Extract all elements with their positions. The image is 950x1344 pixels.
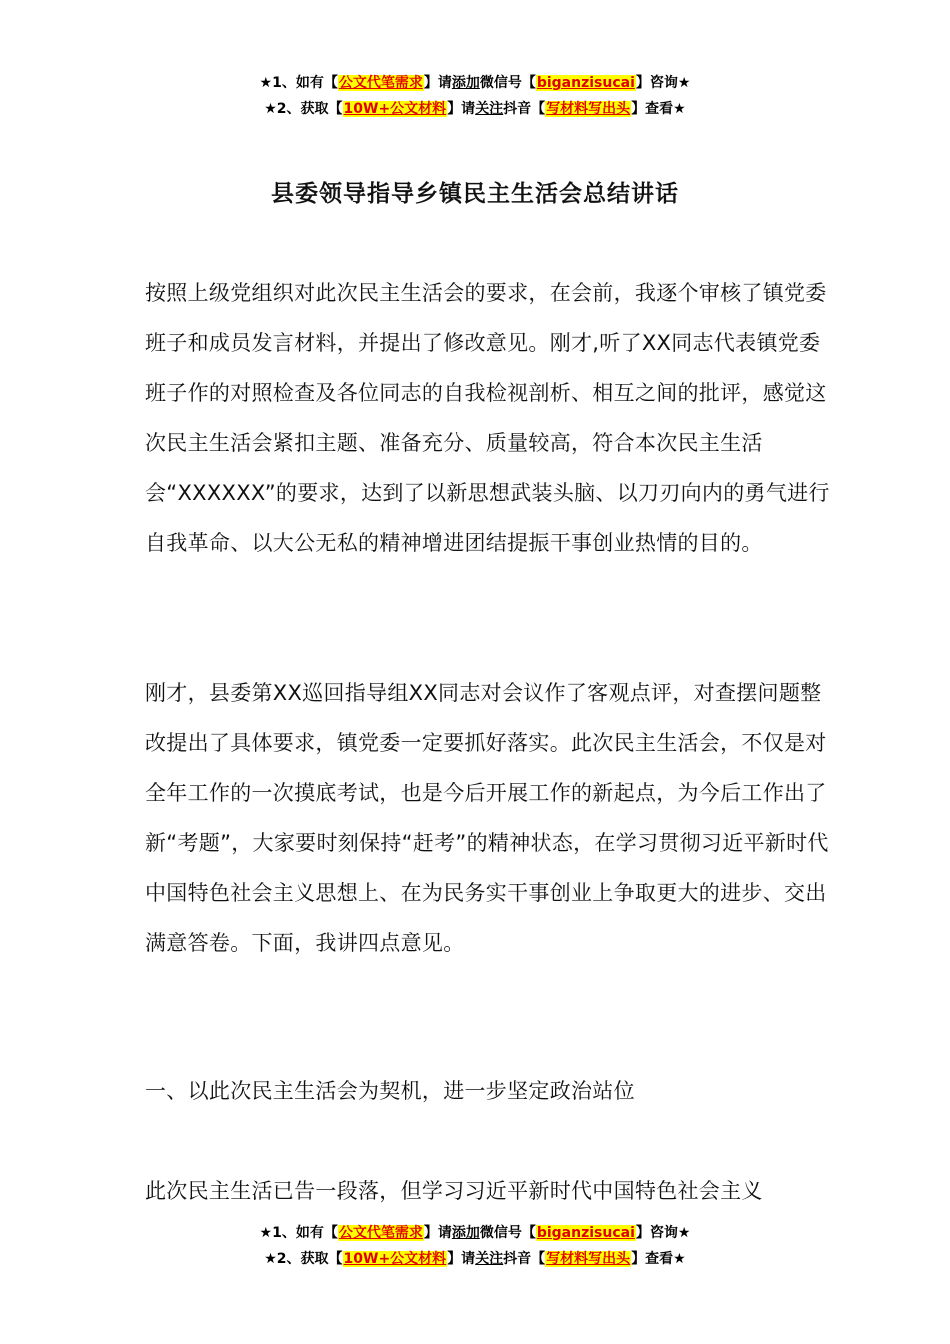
banner-line-1: ★1、如有【公文代笔需求】请添加微信号【biganzisucai】咨询★ [259,1225,691,1241]
footer-banner [0,1220,950,1272]
highlight-wechat-id: biganzisucai [536,75,635,91]
section-heading-1 [145,1066,835,1116]
banner-line-2: ★2、获取【10W+公文材料】请关注抖音【写材料写出头】查看★ [264,101,686,117]
highlight-writing-service: 公文代笔需求 [338,1225,423,1241]
document-title: 县委领导指导乡镇民主生活会总结讲话 [271,181,679,207]
paragraph-text: 按照上级党组织对此次民主生活会的要求，在会前，我逐个审核了镇党委班子和成员发言材料，并提出了修改意见。刚才,听了XX同志代表镇党委班子作的对照检查及各位同志的自我检视剖析、相互之间的批评，感觉这次民主生活会紧扣主题、准备充分、质量较高，符合本次民主生活会“XXXXXX”的要求，达到了以新思想武装头脑、以刀刃向内的勇气进行自我革命、以大公无私的精神增进团结提振干事创业热情的目的。 [145,281,830,555]
paragraph-3 [145,1166,835,1216]
highlight-douyin-account: 写材料写出头 [546,101,631,117]
banner-line-1: ★1、如有【公文代笔需求】请添加微信号【biganzisucai】咨询★ [259,75,691,91]
header-banner [0,70,950,122]
paragraph-2 [145,668,835,968]
paragraph-1 [145,268,835,568]
highlight-materials: 10W+公文材料 [343,1251,447,1267]
highlight-writing-service: 公文代笔需求 [338,75,423,91]
highlight-wechat-id: biganzisucai [536,1225,635,1241]
paragraph-text: 刚才，县委第XX巡回指导组XX同志对会议作了客观点评，对查摆问题整改提出了具体要求，镇党委一定要抓好落实。此次民主生活会，不仅是对全年工作的一次摸底考试，也是今后开展工作的新起点，为今后工作出了新“考题”，大家要时刻保持“赶考”的精神状态，在学习贯彻习近平新时代中国特色社会主义思想上、在为民务实干事创业上争取更大的进步、交出满意答卷。下面，我讲四点意见。 [145,681,829,955]
banner-line-2: ★2、获取【10W+公文材料】请关注抖音【写材料写出头】查看★ [264,1251,686,1267]
paragraph-text: 此次民主生活已告一段落，但学习习近平新时代中国特色社会主义 [145,1179,763,1203]
heading-text: 一、以此次民主生活会为契机，进一步坚定政治站位 [145,1079,635,1103]
highlight-douyin-account: 写材料写出头 [546,1251,631,1267]
highlight-materials: 10W+公文材料 [343,101,447,117]
